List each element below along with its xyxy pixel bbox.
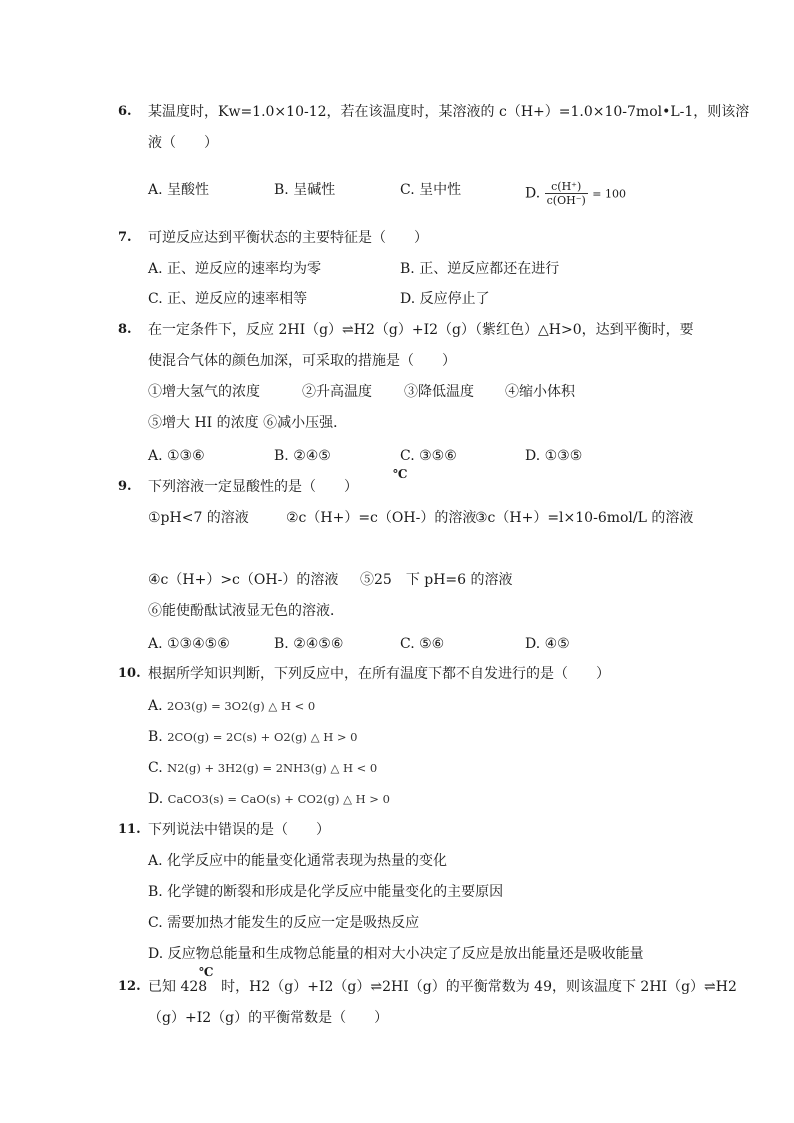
fraction-numerator: c(H⁺)	[545, 180, 588, 194]
reaction-formula: CaCO3(s) = CaO(s) + CO2(g) △ H > 0	[167, 792, 390, 806]
measure-item: ④缩小体积	[505, 384, 575, 400]
solution-item: ⑤25 下 pH=6 的溶液	[360, 572, 513, 588]
question-stem-line-1: 在一定条件下，反应 2HI（g）⇌H2（g）+I2（g）（紫红色）△H>0，达到平衡时，要	[148, 322, 694, 338]
option-b	[148, 727, 358, 747]
option-d-label: D.	[525, 185, 541, 202]
fraction-denominator: c(OH⁻)	[546, 194, 586, 207]
question-stem: 根据所学知识判断，下列反应中，在所有温度下都不自发进行的是（ ）	[148, 666, 610, 682]
question-stem-line-2: （g）+I2（g）的平衡常数是（ ）	[148, 1010, 389, 1026]
question-number: 6.	[118, 104, 132, 119]
option-a	[148, 696, 315, 716]
option-c: C. ③⑤⑥	[400, 448, 457, 464]
option-b: B. ②④⑤	[274, 448, 331, 464]
option-c: C. ⑤⑥	[400, 636, 445, 652]
option-d	[148, 789, 390, 809]
ratio-fraction	[545, 180, 588, 207]
measure-item: ①增大氢气的浓度	[148, 384, 260, 400]
question-stem: 下列说法中错误的是（ ）	[148, 822, 330, 838]
solution-item: ②c（H+）=c（OH-）的溶液	[286, 510, 477, 526]
solution-item: ⑥能使酚酞试液显无色的溶液．	[148, 603, 344, 619]
option-c: C. 正、逆反应的速率相等	[148, 291, 308, 307]
measure-item: ②升高温度	[302, 384, 372, 400]
option-b: B. 正、逆反应都还在进行	[400, 261, 560, 277]
option-c	[148, 758, 377, 778]
fraction-equals: = 100	[592, 187, 626, 201]
option-a: A. ①③④⑤⑥	[148, 636, 230, 652]
solution-item: ③c（H+）=l×10-6mol/L 的溶液	[475, 510, 694, 526]
option-c: C. 呈中性	[400, 182, 462, 198]
option-label: C.	[148, 760, 163, 776]
option-d: D. 反应停止了	[400, 291, 490, 307]
reaction-formula: 2O3(g) = 3O2(g) △ H < 0	[167, 699, 316, 713]
question-stem-line-2: 液（ ）	[148, 135, 218, 151]
option-a: A. 正、逆反应的速率均为零	[148, 261, 322, 277]
option-a: A. 呈酸性	[148, 182, 210, 198]
measure-item: ③降低温度	[404, 384, 474, 400]
solution-item: ④c（H+）>c（OH-）的溶液	[148, 572, 339, 588]
question-stem-line-2: 使混合气体的颜色加深，可采取的措施是（ ）	[148, 353, 456, 369]
option-a: A. ①③⑥	[148, 448, 205, 464]
option-label: A.	[148, 698, 163, 714]
option-b: B. 化学键的断裂和形成是化学反应中能量变化的主要原因	[148, 884, 504, 900]
reaction-formula: N2(g) + 3H2(g) = 2NH3(g) △ H < 0	[167, 761, 378, 775]
solution-item: ①pH<7 的溶液	[148, 510, 249, 526]
question-number: 8.	[118, 322, 132, 337]
option-label: D.	[148, 791, 164, 807]
measure-items-line-2: ⑤增大 HI 的浓度 ⑥减小压强．	[148, 415, 348, 431]
question-stem: 可逆反应达到平衡状态的主要特征是（ ）	[148, 230, 428, 246]
question-stem: 下列溶液一定显酸性的是（ ）	[148, 479, 358, 495]
question-number: 12.	[118, 979, 141, 994]
question-number: 10.	[118, 666, 141, 681]
option-d: D. 反应物总能量和生成物总能量的相对大小决定了反应是放出能量还是吸收能量	[148, 946, 644, 962]
question-number: 11.	[118, 822, 141, 837]
option-c: C. 需要加热才能发生的反应一定是吸热反应	[148, 915, 420, 931]
question-stem-line-1: 某温度时，Kw=1.0×10-12，若在该温度时，某溶液的 c（H+）=1.0×10-7mol•L-1，则该溶	[148, 104, 750, 120]
option-d	[525, 180, 626, 207]
option-b: B. 呈碱性	[274, 182, 336, 198]
degree-celsius-symbol: ℃	[199, 965, 214, 979]
option-a: A. 化学反应中的能量变化通常表现为热量的变化	[148, 853, 448, 869]
question-number: 7.	[118, 230, 132, 245]
reaction-formula: 2CO(g) = 2C(s) + O2(g) △ H > 0	[167, 730, 358, 744]
option-d: D. ④⑤	[525, 636, 570, 652]
option-b: B. ②④⑤⑥	[274, 636, 344, 652]
option-d: D. ①③⑤	[525, 448, 583, 464]
question-number: 9.	[118, 479, 132, 494]
question-stem-line-1: 已知 428 时，H2（g）+I2（g）⇌2HI（g）的平衡常数为 49，则该温度下 2HI（g）⇌H2	[148, 979, 737, 995]
degree-celsius-symbol: ℃	[393, 467, 408, 481]
option-label: B.	[148, 729, 163, 745]
